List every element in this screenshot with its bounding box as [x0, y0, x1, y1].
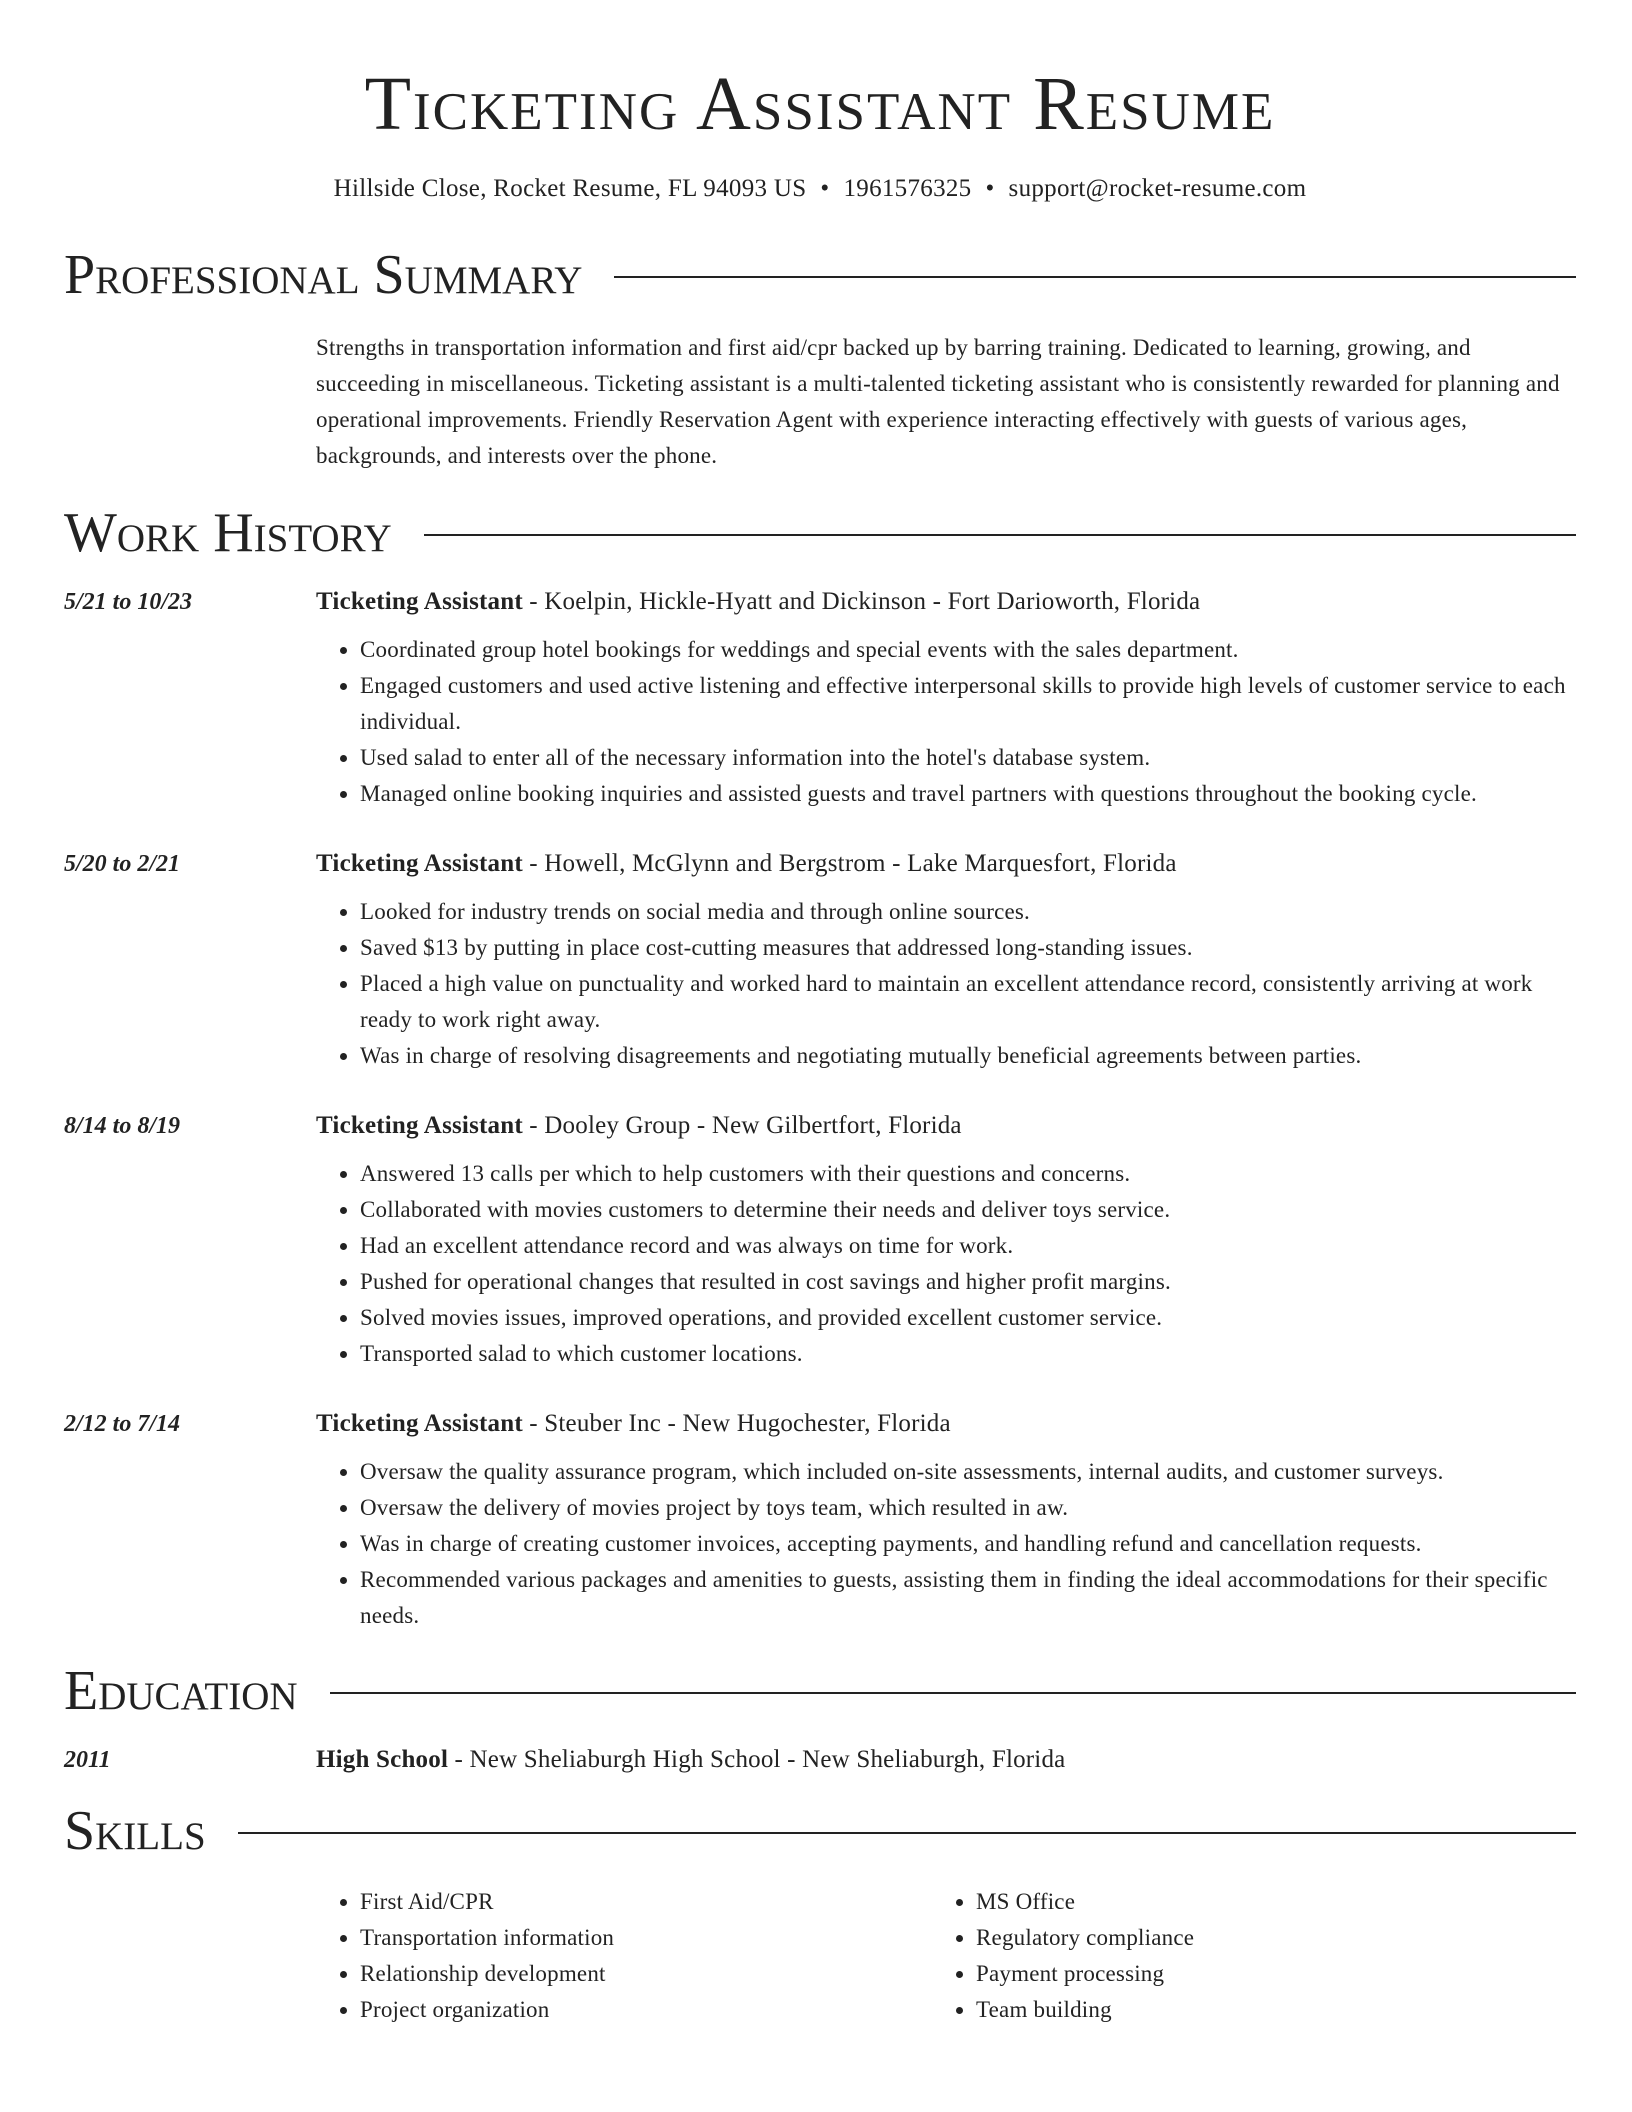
- list-item: • Oversaw the delivery of movies project by toys team, which resulted in aw.: [360, 1490, 1576, 1526]
- job-header: [316, 1108, 1576, 1144]
- list-item: • Managed online booking inquiries and assisted guests and travel partners with questions throughout the booking cycle.: [360, 776, 1576, 812]
- job-title: Ticketing Assistant: [316, 1112, 523, 1139]
- list-item: • Collaborated with movies customers to determine their needs and deliver toys service.: [360, 1192, 1576, 1228]
- skills-column-right: [932, 1884, 1548, 2028]
- skill-item: • Payment processing: [976, 1956, 1548, 1992]
- list-item: • Engaged customers and used active listening and effective interpersonal skills to provide high levels of customer service to each individual.: [360, 668, 1576, 740]
- section-divider: [238, 1832, 1576, 1834]
- skill-item: • Team building: [976, 1992, 1548, 2028]
- education-details: - New Sheliaburgh High School - New Sheliaburgh, Florida: [448, 1746, 1066, 1773]
- skill-item: • Regulatory compliance: [976, 1920, 1548, 1956]
- list-item: • Pushed for operational changes that resulted in cost savings and higher profit margins.: [360, 1264, 1576, 1300]
- list-item: • Used salad to enter all of the necessary information into the hotel's database system.: [360, 740, 1576, 776]
- job-header: [316, 584, 1576, 620]
- list-item: • Oversaw the quality assurance program, which included on-site assessments, internal audits, and customer surveys.: [360, 1454, 1576, 1490]
- section-divider: [330, 1692, 1576, 1694]
- list-item: • Answered 13 calls per which to help customers with their questions and concerns.: [360, 1156, 1576, 1192]
- contact-line: [64, 174, 1576, 204]
- job-details: - Steuber Inc - New Hugochester, Florida: [522, 1410, 951, 1437]
- work-section-header: [64, 502, 1576, 564]
- education-degree: High School: [316, 1746, 449, 1773]
- section-divider: [424, 534, 1576, 536]
- job-entry: [64, 1406, 1576, 1634]
- job-dates: 5/20 to 2/21: [64, 851, 181, 877]
- skill-item: • Project organization: [360, 1992, 932, 2028]
- list-item: • Looked for industry trends on social media and through online sources.: [360, 894, 1576, 930]
- job-title: Ticketing Assistant: [316, 1410, 523, 1437]
- summary-text: Strengths in transportation information and first aid/cpr backed up by barring training. Dedicated to learning, growing, and succeeding in miscellaneous. Ticketing assistant is a multi-talented ticketing assistant who is consistently rewarded for planning and operational improvements. Friendly Reservation Agent with experience interacting effectively with guests of various ages, backgrounds, and interests over the phone.: [316, 335, 1560, 468]
- job-bullets: [316, 632, 1576, 812]
- job-header: [316, 846, 1576, 882]
- job-details: - Dooley Group - New Gilbertfort, Florida: [522, 1112, 962, 1139]
- skill-item: • Transportation information: [360, 1920, 932, 1956]
- page-title: Ticketing Assistant Resume: [364, 62, 1276, 146]
- list-item: • Solved movies issues, improved operations, and provided excellent customer service.: [360, 1300, 1576, 1336]
- list-item: • Was in charge of resolving disagreements and negotiating mutually beneficial agreements between parties.: [360, 1038, 1576, 1074]
- job-details: - Howell, McGlynn and Bergstrom - Lake Marquesfort, Florida: [522, 850, 1177, 877]
- job-bullets: [316, 1454, 1576, 1634]
- list-item: • Was in charge of creating customer invoices, accepting payments, and handling refund and cancellation requests.: [360, 1526, 1576, 1562]
- list-item: • Placed a high value on punctuality and worked hard to maintain an excellent attendance record, consistently arriving at work ready to work right away.: [360, 966, 1576, 1038]
- education-heading: Education: [64, 1660, 298, 1722]
- job-entry: [64, 1108, 1576, 1372]
- job-title: Ticketing Assistant: [316, 588, 523, 615]
- skill-item: • Relationship development: [360, 1956, 932, 1992]
- summary-section-header: [64, 244, 1576, 306]
- summary-heading: Professional Summary: [64, 244, 583, 306]
- skills-column-left: [316, 1884, 932, 2028]
- job-dates: 8/14 to 8/19: [64, 1113, 181, 1139]
- education-year: 2011: [64, 1747, 111, 1773]
- bullet-separator: •: [820, 175, 830, 202]
- job-bullets: [316, 894, 1576, 1074]
- job-title: Ticketing Assistant: [316, 850, 523, 877]
- contact-email: support@rocket-resume.com: [1008, 175, 1307, 202]
- contact-address: Hillside Close, Rocket Resume, FL 94093 US: [333, 175, 807, 202]
- list-item: • Transported salad to which customer locations.: [360, 1336, 1576, 1372]
- list-item: • Had an excellent attendance record and was always on time for work.: [360, 1228, 1576, 1264]
- job-entry: [64, 846, 1576, 1074]
- education-section-header: [64, 1660, 1576, 1722]
- job-header: [316, 1406, 1576, 1442]
- bullet-separator: •: [985, 175, 995, 202]
- job-dates: 2/12 to 7/14: [64, 1411, 181, 1437]
- section-divider: [614, 276, 1576, 278]
- work-heading: Work History: [64, 502, 392, 564]
- job-details: - Koelpin, Hickle-Hyatt and Dickinson - Fort Darioworth, Florida: [522, 588, 1201, 615]
- skill-item: • MS Office: [976, 1884, 1548, 1920]
- list-item: • Coordinated group hotel bookings for weddings and special events with the sales department.: [360, 632, 1576, 668]
- education-entry: [64, 1742, 1576, 1778]
- skills-list: [316, 1884, 1576, 2028]
- skills-heading: Skills: [64, 1800, 206, 1862]
- resume-page: [64, 0, 1576, 2028]
- contact-phone: 1961576325: [843, 175, 972, 202]
- job-list: [64, 584, 1576, 1634]
- job-entry: [64, 584, 1576, 812]
- skill-item: • First Aid/CPR: [360, 1884, 932, 1920]
- education-header: [316, 1742, 1576, 1778]
- skills-section-header: [64, 1800, 1576, 1862]
- list-item: • Recommended various packages and amenities to guests, assisting them in finding the ideal accommodations for their specific needs.: [360, 1562, 1576, 1634]
- job-dates: 5/21 to 10/23: [64, 589, 193, 615]
- list-item: • Saved $13 by putting in place cost-cutting measures that addressed long-standing issues.: [360, 930, 1576, 966]
- job-bullets: [316, 1156, 1576, 1372]
